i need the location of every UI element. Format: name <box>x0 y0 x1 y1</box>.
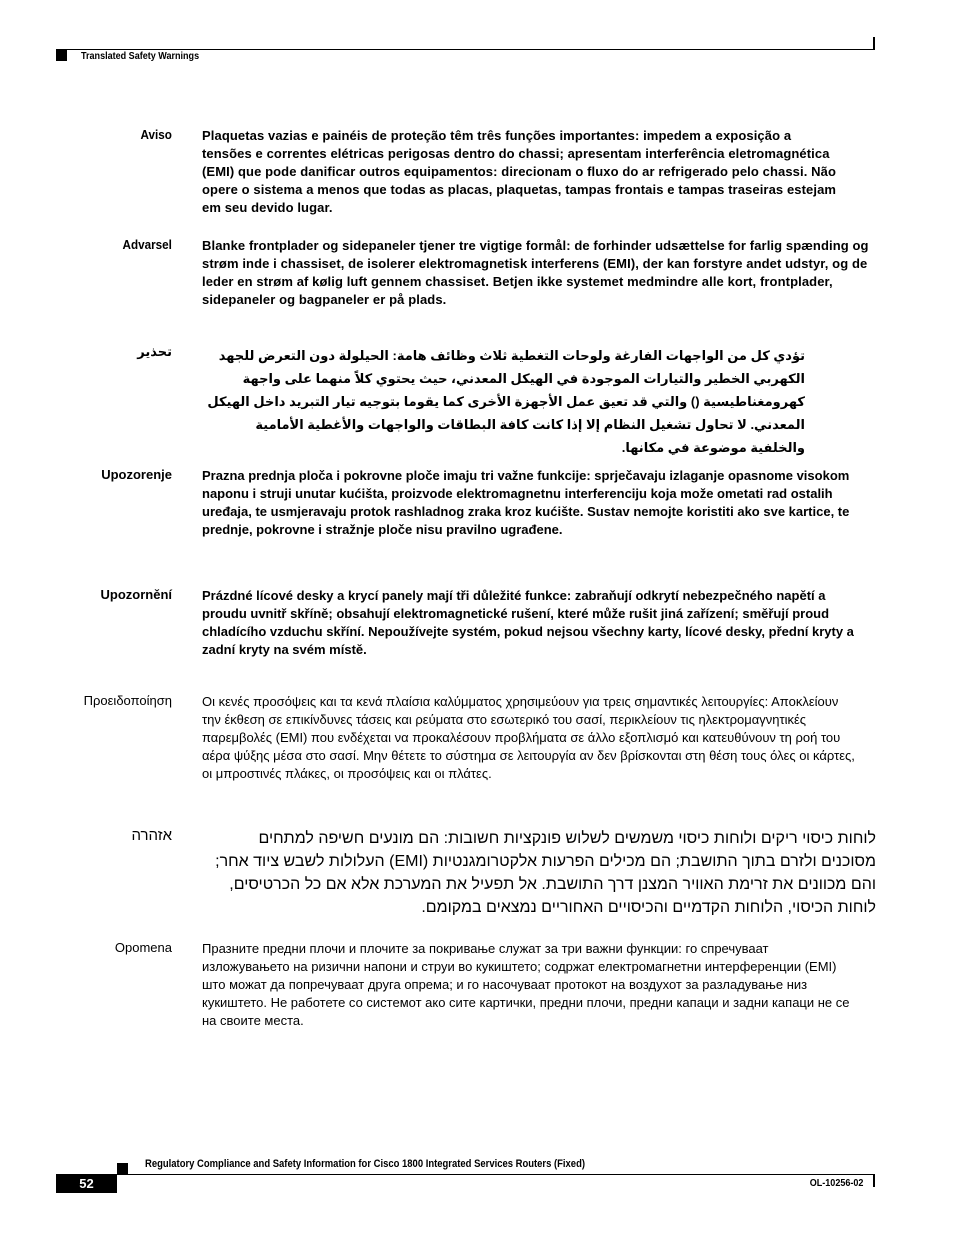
warning-text: Prázdné lícové desky a krycí panely mají tři důležité funkce: zabraňují odkrytí nebezpečného napětí a proudu uvnitř skříně; obsahují elektromagnetické rušení, které může rušit jiná zařízení; směřují proud chladícího vzduchu skříní. Nepoužívejte systém, pokud nejsou všechny karty, lícové desky, přední kryty a zadní kryty na svém místě. <box>202 588 854 657</box>
warning-text: Prazna prednja ploča i pokrovne ploče imaju tri važne funkcije: sprječavaju izlaganje opasnome visokom naponu i struji unutar kućišta, proizvode elektromagnetnu interferenciju koja može ometati rad ostalih uređaja, te usmjeravaju protok rashladnog zraka kroz kućište. Sustav nemojte koristiti ako sve kartice, te prednje, pokrovne i stražnje ploče nisu pravilno ugrađene. <box>202 468 850 537</box>
warning-label: Upozorenje <box>101 467 172 482</box>
warning-label: Upozornění <box>100 587 172 602</box>
doc-number: OL-10256-02 <box>809 1177 863 1189</box>
warning-label: Opomena <box>114 940 172 955</box>
section-title: Translated Safety Warnings <box>81 50 200 62</box>
warning-text: تؤدي كل من الواجهات الفارغة ولوحات التغطية ثلاث وظائف هامة: الحيلولة دون التعرض للجهد الكهربي الخطير والتيارات الموجودة في الهيكل المعدني، حيث يحتوي كلاً منهما على واجهة كهرومغناطيسية () والتي قد تعيق عمل الأجهزة الأخرى كما يقوما بتوجيه تيار التبريد داخل الهيكل المعدني. لا تحاول تشغيل النظام إلا إذا كانت كافة البطاقات والواجهات والأغطية الأمامية والخلفية موضوعة في مكانها. <box>207 348 805 455</box>
footer-doc-title: Regulatory Compliance and Safety Information for Cisco 1800 Integrated Services Routers (Fixed) <box>145 1158 586 1170</box>
page-number: 52 <box>56 1174 117 1193</box>
footer-tick-mark <box>873 1174 875 1187</box>
header-marker-block <box>56 50 67 61</box>
footer-rule <box>117 1174 874 1175</box>
warning-label: Advarsel <box>122 237 172 252</box>
warning-label: Aviso <box>140 127 172 142</box>
warning-label: Προειδοποίηση <box>83 693 172 708</box>
warning-text: Blanke frontplader og sidepaneler tjener tre vigtige formål: de forhinder udsættelse for farlig spænding og strøm inde i chassiset, de isolerer elektromagnetisk interferens (EMI), der kan forstyre andet udstyr, og de leder en strøm af kølig luft gennem chassiset. Betjen ikke systemet medmindre alle kort, frontplader, sidepaneler og bagpaneler er på plads. <box>202 238 869 307</box>
warning-label: אזהרה <box>131 827 172 844</box>
warning-label: تحذير <box>137 344 172 359</box>
warning-text: Οι κενές προσόψεις και τα κενά πλαίσια καλύμματος χρησιμεύουν για τρεις σημαντικές λειτουργίες: Αποκλείουν την έκθεση σε επικίνδυνες τάσεις και ρεύματα στο εσωτερικό του σασί, περικλείουν τις ηλεκτρομαγνητικές παρεμβολές (EMI) που ενδέχεται να προκαλέσουν προβλήματα σε άλλο εξοπλισμό και κατευθύνουν τη ροή του αέρα ψύξης μέσα στο σασί. Μην θέτετε το σύστημα σε λειτουργία αν δεν βρίσκονται στη θέση τους όλες οι κάρτες, οι μπροστινές πλάκες, οι προσόψεις και οι πλάτες. <box>202 694 855 781</box>
warning-text: Plaquetas vazias e painéis de proteção têm três funções importantes: impedem a exposição a tensões e correntes elétricas perigosas dentro do chassi; apresentam interferência eletromagnética (EMI) que pode danificar outros equipamentos: direcionam o fluxo do ar refrigerado pelo chassi. Não opere o sistema a menos que todas as placas, plaquetas, tampas frontais e tampas traseiras estejam em seu devido lugar. <box>202 128 837 215</box>
warning-text: Празните предни плочи и плочите за покривање служат за три важни функции: го спречуваат изложувањето на ризични напони и струи во кукиштето; содржат електромагнетни интерференции (EMI) што можат да попречуваат друга опрема; и го насочуваат протокот на воздухот за разладување низ кукиштето. Не работете со системот ако сите картички, предни плочи, предни капаци и задни капаци не се на своите места. <box>202 941 850 1028</box>
warning-text: לוחות כיסוי ריקים ולוחות כיסוי משמשים לשלוש פונקציות חשובות: הם מונעים חשיפה למתחים מסוכנים ולזרם בתוך התושבת; הם מכילים הפרעות אלקטרומגנטיות (EMI) העלולות לשבש ציוד אחר; והם מכוונים את זרימת האוויר המצנן דרך התושבת. אל תפעיל את המערכת אלא אם כל הכרטיסים, לוחות הכיסוי, הלוחות הקדמיים והכיסויים האחוריים נמצאים במקומם. <box>215 830 876 916</box>
footer-marker-block <box>117 1163 128 1174</box>
